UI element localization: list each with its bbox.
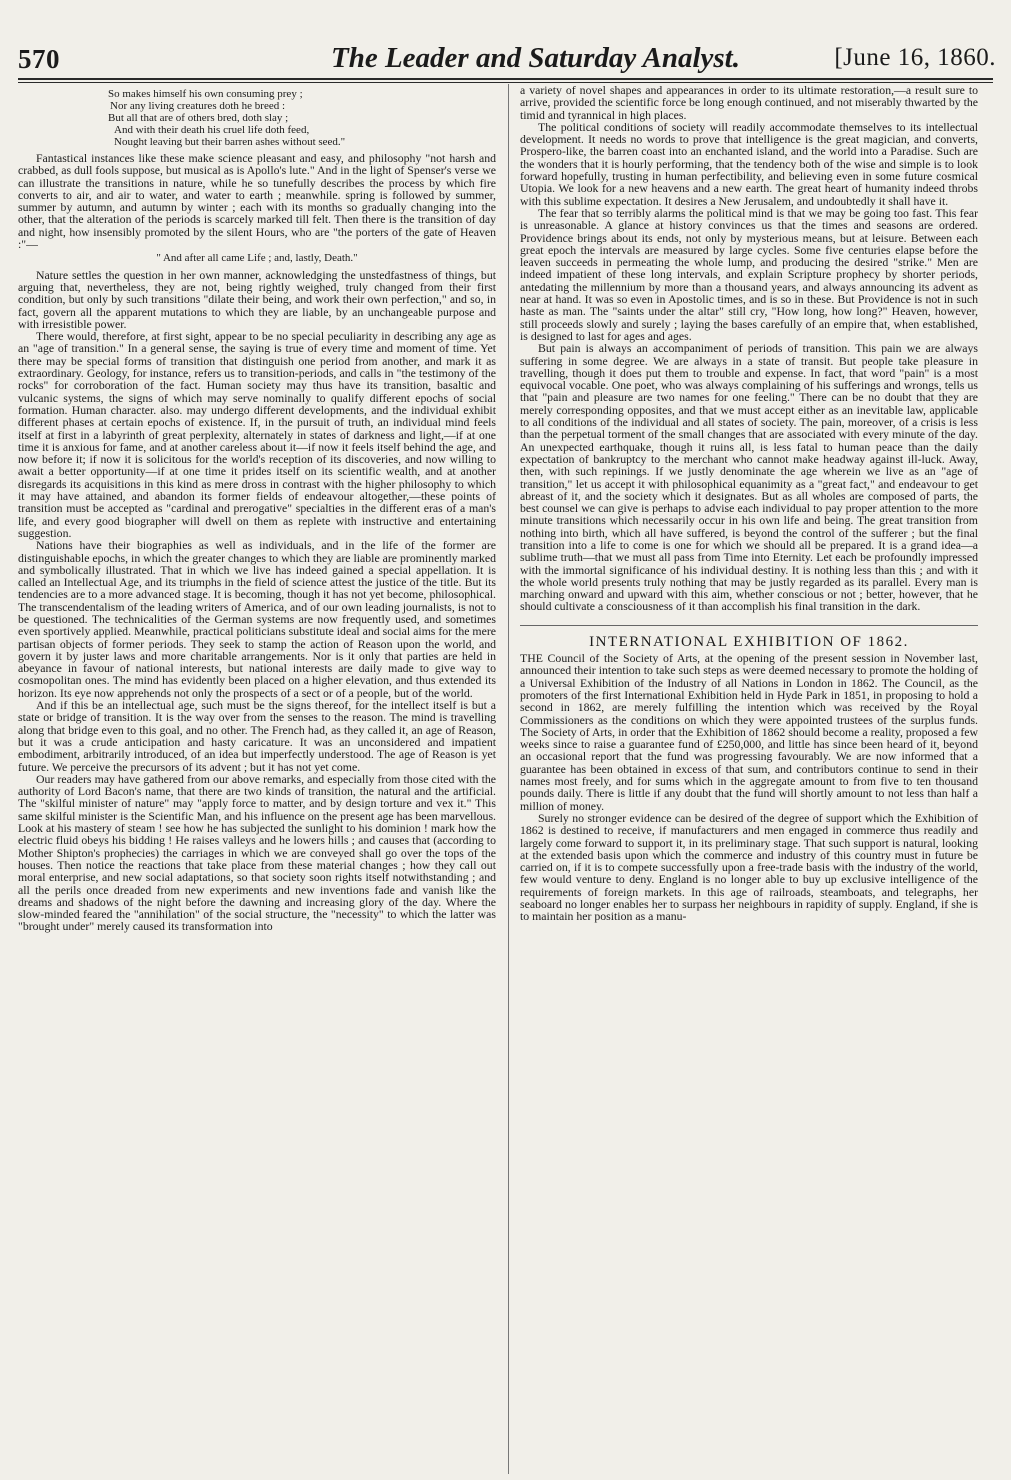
quotation-line: " And after all came Life ; and, lastly, Death."	[156, 252, 358, 265]
page-header	[18, 36, 996, 76]
left-column	[18, 84, 496, 1474]
issue-date: [June 16, 1860.	[834, 44, 996, 71]
paragraph: But pain is always an accompaniment of periods of transition. This pain we are always suffering in some degree. We are always in a state of transit. But people take pleasure in travelling, though it does put them to trouble and expense. In fact, that word "pain" is a most equivocal vocable. One poet, who was always complaining of his sufferings and wrongs, tells us that "pain and pleasure are two names for one feeling." There can be no doubt that they are merely corresponding opposites, and that we must accept either as an inevitable law, applicable to all conditions of the individual and all states of society. The pain, moreover, of a crisis is less than the perpetual torment of the small changes that are associated with every minute of the day. An unexpected earthquake, though it ruins all, is less fatal to human peace than the daily expectation of bankruptcy to the merchant who cannot make headway against ill-luck. Away, then, with such repinings. If we justly denominate the age wherein we live as an "age of transition," let us accept it with philosophical equanimity as a "great fact," and endeavour to get abreast of it, and the society which it designates. But as all wholes are composed of parts, the best counsel we can give is perhaps to advise each individual to pay proper attention to the more minute transitions which necessarily occur in his own life and being. The great transition from nothing into birth, which all have suffered, is beyond the control of the sufferer ; but the final transition into a life to come is one for which we should all be prepared. It is a grand idea—a sublime truth—that we must all pass from Time into Eternity. Let each be profoundly impressed with the immortal significance of his individual destiny. It is nothing less than this ; and with it the whole world presents truly nothing that may be justly regarded as its parallel. Every man is marching onward and upward with this aim, whether conscious or not ; better, however, that he should cultivate a consciousness of it than accomplish his final transition in the dark.	[520, 341, 978, 614]
header-rule-thin	[18, 82, 993, 83]
paragraph: The political conditions of society will readily accommodate themselves to its intellectual development. It needs no words to prove that intelligence is the great magician, and converts, Prospero-like, the barren coast into an enchanted island, and the world into a Paradise. Such are the wonders that it is hourly performing, that the tendency both of the wise and simple is to look forward hopefully, trusting in human perfectibility, and believing even in some future cosmical Utopia. We look for a new heavens and a new earth. The great heart of humanity indeed throbs with this sublime expectation. It desires a New Jerusalem, and undoubtedly it shall have it.	[520, 119, 978, 208]
masthead-title: The Leader and Saturday Analyst.	[331, 42, 740, 74]
paragraph: a variety of novel shapes and appearances in order to its ultimate restoration,—a result sure to arrive, provided the scientific force be long enough continued, and not miserably thwarted by the timid and tyrannical in high places.	[520, 84, 978, 122]
column-divider	[508, 84, 509, 1474]
header-rule	[18, 78, 993, 80]
paragraph: Our readers may have gathered from our above remarks, and especially from those cited with the authority of Lord Bacon's name, that there are two kinds of transition, the natural and the artificial. The "skilful minister of nature" may "apply force to matter, and by design torture and vex it." This same skilful minister is the Scientific Man, and his influence on the present age has been marvellous. Look at his mastery of steam ! see how he has subjected the sunlight to his dominion ! mark how the electric fluid obeys his bidding ! He raises valleys and he lowers hills ; and causes that (according to Mother Shipton's prophecies) the carriages in which we are conveyed shall go over the tops of the houses. Then notice the reactions that take place from these material changes ; how they call out moral enterprise, and new social adaptations, so that society soon rights itself notwithstanding ; and all the perils once dreaded from new experiments and new inventions fade and vanish like the dreams and shadows of the night before the dawning and increasing glory of the day. Where the slow-minded feared the "annihilation" of the social structure, the "necessity" to which the latter was "brought under" merely caused its transformation into	[18, 771, 496, 934]
paragraph: There would, therefore, at first sight, appear to be no special peculiarity in describing any age as an "age of transition." In a general sense, the saying is true of every time and moment of time. Yet there may be special forms of transition that distinguish one period from another, and mark it as extraordinary. Geology, for instance, refers us to transition-periods, and calls in "the testimony of the rocks" for corroboration of the fact. Human society may thus have its transition, basaltic and vulcanic systems, the signs of which may serve nominally to qualify different epochs of social formation. Human character. also. may undergo different developments, and the individual exhibit different phases at certain epochs of existence. If, in the pursuit of truth, an individual mind feels itself at first in a labyrinth of great perplexity, alternately in states of darkness and light,—if at one time it is anxious for fame, and at another careless about it—if now it feels itself behind the age, and now before it; if now it is solicitous for the world's reception of its discoveries, and now willing to await a better opportunity—if at one time it prides itself on its scientific wealth, and at another disregards its acquisitions in this kind as mere dross in contrast with the higher philosophy to which it may have attained, and abandon its former fields of endeavour altogether,—these points of transition must be accepted as "cardinal and prerogative" specialties in the different eras of a man's life, and every good biographer will dwell on them as replete with instructive and entertaining suggestion.	[18, 329, 496, 540]
section-heading: INTERNATIONAL EXHIBITION OF 1862.	[520, 625, 978, 648]
paragraph: Fantastical instances like these make science pleasant and easy, and philosophy "not harsh and crabbed, as dull fools suppose, but musical as is Apollo's lute." And in the light of Spenser's verse we can illustrate the transitions in nature, while he so tunefully describes the process by which fire converts to air, and air to water, and water to earth ; meanwhile. spring is followed by summer, summer by autumn, and autumn by winter ; each with its months so gradually changing into the other, that the alteration of the periods is scarcely marked till felt. Then there is the transition of day and night, how insensibly promoted by the silent Hours, who are "the porters of the gate of Heaven :"—	[18, 151, 496, 252]
verse-line: And with their death his cruel life doth feed,	[114, 124, 310, 136]
verse-quotation	[108, 88, 496, 148]
paragraph: Nature settles the question in her own manner, acknowledging the unstedfastness of things, but arguing that, nevertheless, they are not, being rightly weighed, truly changed from their first condition, but only by such transitions "dilate their being, and work their own perfection," and so, in fact, govern all the apparent mutations to which they are liable, by an unchangeable purpose and with irresistible power.	[18, 267, 496, 331]
paragraph: The fear that so terribly alarms the political mind is that we may be going too fast. This fear is unreasonable. A glance at history convinces us that the times and seasons are ordered. Providence brings about its ends, not only by mysterious means, but at leisure. Between each great epoch the intervals are measured by large cycles. Some five centuries elapse before the leaven succeeds in permeating the whole lump, and producing the desired "strike." Men are indeed impatient of these long intervals, and explain Scripture prophecy by shorter periods, antedating the millennium by more than a thousand years, and always announcing its advent as near at hand. It was so even in Apostolic times, and is so in these. But Providence is not in such haste as man. The "saints under the altar" still cry, "How long, how long?" Heaven, however, still proceeds slowly and surely ; laying the bases carefully of an empire that, when established, is designed to last for ages and ages.	[520, 205, 978, 343]
paragraph: THE Council of the Society of Arts, at the opening of the present session in November last, announced their intention to take such steps as were deemed necessary to promote the holding of a Universal Exhibition of the Industry of all Nations in London in 1862. The Council, as the promoters of the first International Exhibition held in Hyde Park in 1851, in proposing to hold a second in 1862, are merely fulfilling the intention which was received by the Royal Commissioners as the conditions on which they were appointed trustees of the surplus funds. The Society of Arts, in order that the Exhibition of 1862 should become a reality, proposed a few weeks since to raise a guarantee fund of £250,000, and little has since been heard of it, beyond an occasional report that the fund was progressing favourably. We are now informed that a guarantee has been obtained in excess of that sum, and contributors continue to send in their names most freely, and for sums which in the aggregate amount to from five to ten thousand pounds daily. There is little if any doubt that the fund will shortly amount to not less than half a million of money.	[520, 651, 978, 813]
paragraph: Nations have their biographies as well as individuals, and in the life of the former are distinguishable epochs, in which the greater changes to which they are liable are prominently marked and symbolically illustrated. That in which we live has indeed gained a special appellation. It is called an Intellectual Age, and its triumphs in the field of science attest the justice of the title. But its tendencies are to a more advanced stage. It is becoming, though it has not yet become, philosophical. The transcendentalism of the leading writers of America, and of our own leading journalists, is not to be questioned. The technicalities of the German systems are now frequently used, and sometimes even sportively applied. Meanwhile, practical politicians substitute ideal and social aims for the mere partisan objects of former periods. They seek to stamp the action of Reason upon the world, and govern it by juster laws and more charitable arrangements. Nor is it only that parties are held in abeyance in favour of national interests, but national interests are daily made to give way to cosmopolitan ones. The mind has evidently been placed on a higher elevation, and thus extended its horizon. Its eye now apprehends not only the prospects of a sect or of a people, but of the world.	[18, 538, 496, 700]
right-column	[520, 84, 978, 1474]
verse-line: Nor any living creatures doth he breed :	[110, 100, 286, 112]
verse-line: Nought leaving but their barren ashes without seed."	[114, 136, 346, 148]
paragraph: Surely no stronger evidence can be desired of the degree of support which the Exhibition of 1862 is destined to receive, if manufacturers and men engaged in commerce thus readily and largely come forward to support it, in its preliminary stage. That such support is natural, looking at the extended basis upon which the commerce and industry of this country must in future be carried on, if it is to compete successfully upon a free-trade basis with the industry of the world, few would venture to deny. England is no longer able to buy up exclusive intelligence of the requirements of foreign markets. In this age of railroads, steamboats, and telegraphs, her seaboard no longer enables her to surpass her neighbours in rapidity of supply. England, if she is to maintain her position as a manu-	[520, 810, 978, 924]
paragraph: And if this be an intellectual age, such must be the signs thereof, for the intellect itself is but a state or bridge of transition. It is the way over from the senses to the reason. The mind is travelling along that bridge even to this goal, and no other. The French had, as they called it, an age of Reason, but it was a crude anticipation and hasty caricature. It was an unconsidered and impatient embodiment, arbitrarily introduced, of an idea but imperfectly understood. The age of Reason is yet future. We perceive the precursors of its advent ; but it has not yet come.	[18, 698, 496, 774]
verse-line: So makes himself his own consuming prey ;	[108, 88, 303, 100]
page-number: 570	[18, 44, 60, 74]
verse-line: But all that are of others bred, doth slay ;	[108, 112, 289, 124]
